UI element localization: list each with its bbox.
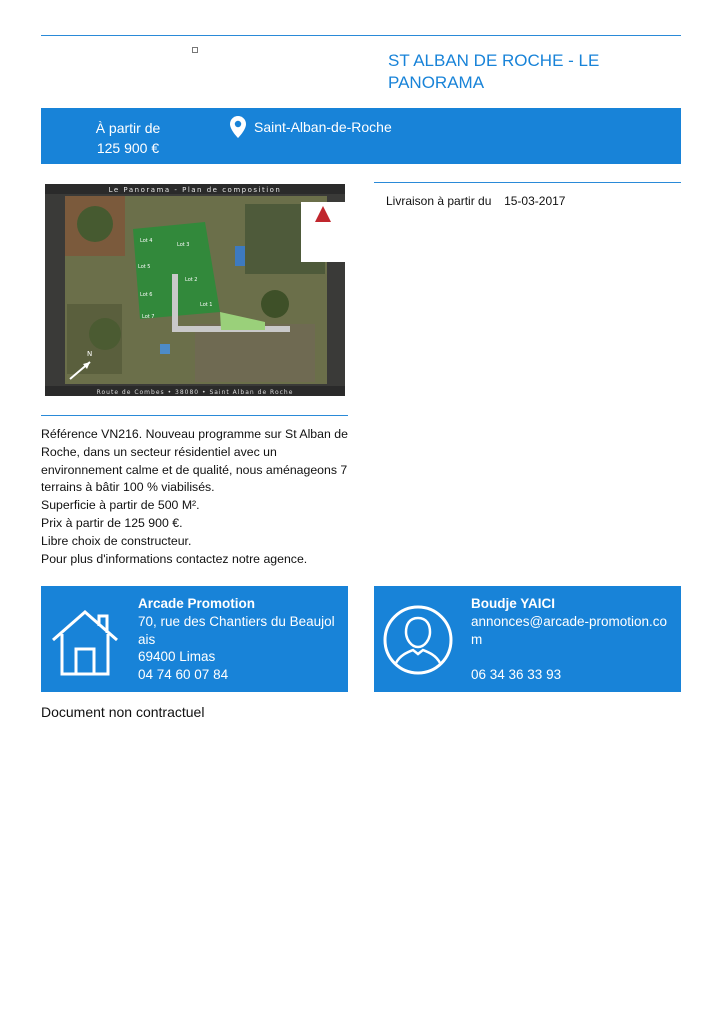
person-icon <box>382 604 454 676</box>
contact-email-line1[interactable]: annonces@arcade-promotion.co <box>471 613 668 629</box>
house-icon <box>49 604 121 676</box>
price-block <box>83 118 173 158</box>
description-line: Pour plus d'informations contactez notre agence. <box>41 551 308 566</box>
placeholder-checkbox-icon <box>192 47 198 53</box>
lot-label: Lot 6 <box>140 292 153 298</box>
price-label: À partir de <box>95 120 161 136</box>
lot-label: Lot 2 <box>185 277 198 283</box>
description-line: Prix à partir de 125 900 €. <box>41 515 183 530</box>
contact-details <box>471 595 676 684</box>
contact-email-line2[interactable]: m <box>471 631 483 647</box>
delivery-info <box>386 193 565 209</box>
agency-details <box>138 595 343 684</box>
contact-phone[interactable]: 06 34 36 33 93 <box>471 667 562 683</box>
description-line: Superficie à partir de 500 M². <box>41 498 200 513</box>
agency-address-line1: 70, rue des Chantiers du Beaujol <box>138 613 335 629</box>
svg-text:N: N <box>87 350 93 358</box>
lot-label: Lot 5 <box>138 264 151 270</box>
disclaimer: Document non contractuel <box>41 704 205 720</box>
map-pin-icon <box>230 116 246 138</box>
plan-caption: Route de Combes • 38080 • Saint Alban de Roche <box>96 389 294 396</box>
price-location-band <box>41 108 681 164</box>
delivery-label: Livraison à partir du <box>386 194 492 208</box>
description-line: terrains à bâtir 100 % viabilisés. <box>41 480 215 495</box>
contact-card <box>374 586 681 692</box>
location-text: Saint-Alban-de-Roche <box>254 119 392 135</box>
description-line: environnement calme et de qualité, nous aménageons 7 <box>41 462 348 477</box>
description-divider <box>41 415 348 416</box>
agency-card <box>41 586 348 692</box>
description-line: Libre choix de constructeur. <box>41 533 192 548</box>
plan-heading: Le Panorama - Plan de composition <box>108 186 282 194</box>
lot-label: Lot 1 <box>200 302 213 308</box>
description <box>41 426 351 568</box>
top-divider <box>41 35 681 36</box>
lot-label: Lot 3 <box>177 242 190 248</box>
delivery-date: 15-03-2017 <box>504 194 566 208</box>
lot-label: Lot 4 <box>140 238 153 244</box>
contact-name: Boudje YAICI <box>471 596 556 611</box>
lot-label: Lot 7 <box>142 314 155 320</box>
description-line: Référence VN216. Nouveau programme sur St Alban de <box>41 427 348 441</box>
agency-city: 69400 Limas <box>138 649 216 665</box>
price-value: 125 900 € <box>96 140 160 156</box>
agency-phone[interactable]: 04 74 60 07 84 <box>138 667 229 683</box>
description-line: Roche, dans un secteur résidentiel avec un <box>41 444 277 459</box>
plan-image <box>45 184 345 396</box>
delivery-divider <box>374 182 681 183</box>
page-title: ST ALBAN DE ROCHE - LE PANORAMA <box>388 51 600 92</box>
agency-address-line2: ais <box>138 631 156 647</box>
agency-name: Arcade Promotion <box>138 596 256 611</box>
